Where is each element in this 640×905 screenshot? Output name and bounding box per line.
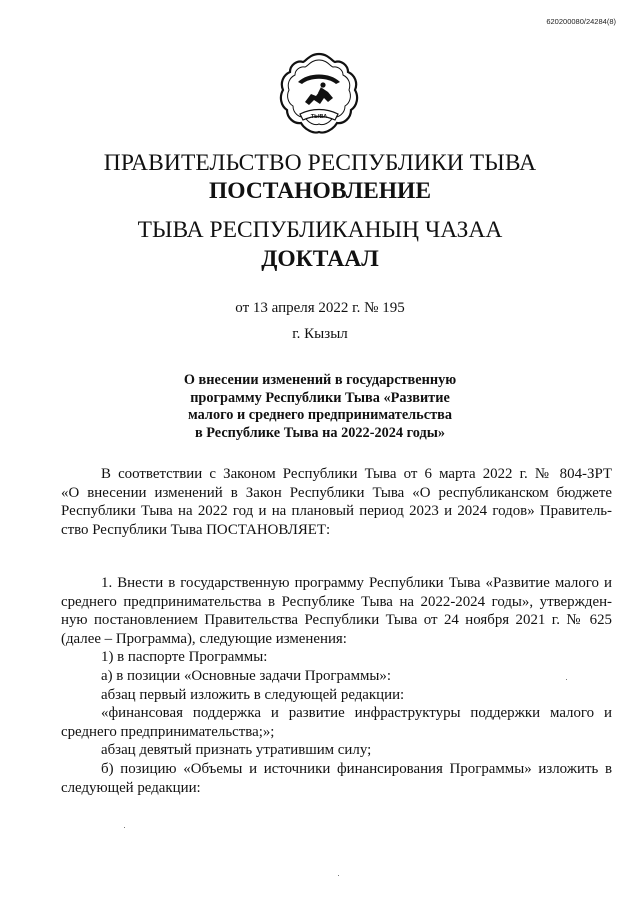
text-line: 1. Внести в государственную программу Республики Тыва «Развитие малого и <box>101 575 612 591</box>
scan-speck <box>124 827 125 828</box>
text-line: «О внесении изменений в Закон Республики Тыва «О республиканском бюджете <box>61 484 612 501</box>
svg-text:ТЫВА: ТЫВА <box>310 114 328 120</box>
scan-speck <box>338 875 339 876</box>
text-line: (далее – Программа), следующие изменения: <box>61 630 347 647</box>
tuva-emblem-icon <box>278 52 360 138</box>
text-line: ство Республики Тыва ПОСТАНОВЛЯЕТ: <box>61 521 331 538</box>
title-line: малого и среднего предпринимательства <box>188 407 452 423</box>
document-type-russian: ПОСТАНОВЛЕНИЕ <box>208 178 432 204</box>
title-line: в Республике Тыва на 2022-2024 годы» <box>194 424 446 441</box>
text-line: среднего предпринимательства;»; <box>61 723 275 740</box>
text-line: б) позицию «Объемы и источники финансирования Программы» изложить в <box>101 760 612 777</box>
text-line: среднего предпринимательства в Республике Тыва на 2022-2024 годы», утвержден- <box>61 593 612 610</box>
document-type-tuvan: ДОКТААЛ <box>261 246 379 272</box>
scan-speck <box>566 679 567 680</box>
document-date-number: от 13 апреля 2022 г. № 195 <box>235 300 405 316</box>
text-line: следующей редакции: <box>61 779 201 796</box>
document-title <box>150 372 490 442</box>
government-title-russian: ПРАВИТЕЛЬСТВО РЕСПУБЛИКИ ТЫВА <box>103 150 537 176</box>
preamble-paragraph <box>61 465 612 539</box>
text-line: а) в позиции «Основные задачи Программы»: <box>101 667 391 684</box>
text-line: В соответствии с Законом Республики Тыва от 6 марта 2022 г. № 804-ЗРТ <box>101 466 612 482</box>
text-line: Республики Тыва на 2022 год и на плановый период 2023 и 2024 годов» Правитель- <box>61 503 612 520</box>
text-line: абзац девятый признать утратившим силу; <box>101 742 372 759</box>
title-line: программу Республики Тыва «Развитие <box>190 389 450 406</box>
text-line: ную постановлением Правительства Республики Тыва от 24 ноября 2021 г. № 625 <box>61 612 612 629</box>
document-id: 620200080/24284(8) <box>546 17 616 26</box>
government-title-tuvan: ТЫВА РЕСПУБЛИКАНЫҢ ЧАЗАА <box>137 217 503 243</box>
title-line: О внесении изменений в государственную <box>183 372 457 388</box>
text-line: «финансовая поддержка и развитие инфраструктуры поддержки малого и <box>101 705 612 722</box>
text-line: 1) в паспорте Программы: <box>101 649 268 666</box>
document-city: г. Кызыл <box>292 326 348 342</box>
text-line: абзац первый изложить в следующей редакции: <box>101 686 405 703</box>
resolution-paragraph <box>61 574 612 797</box>
